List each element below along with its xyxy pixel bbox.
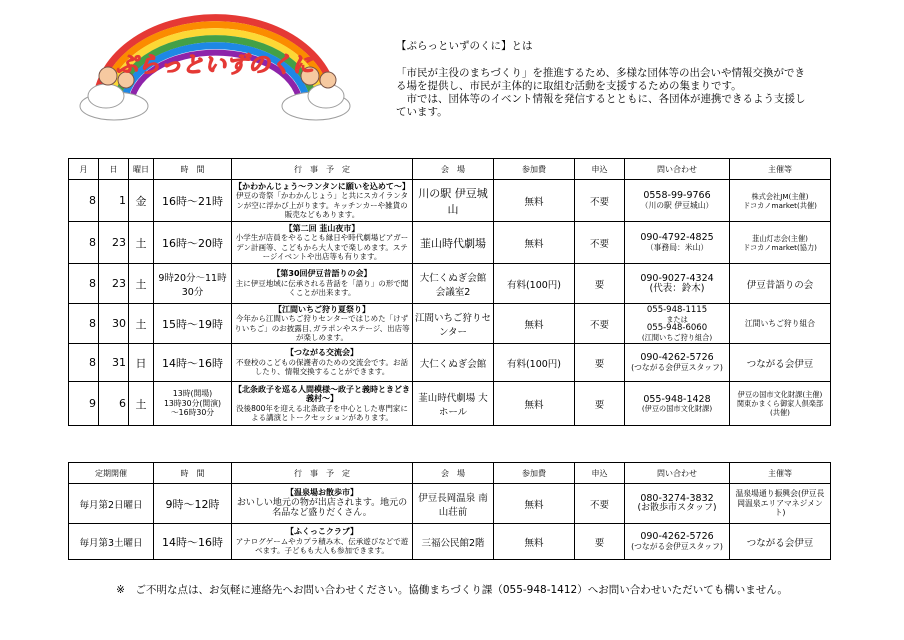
cell-month: 8	[69, 264, 99, 304]
cell-venue: 韮山時代劇場	[413, 222, 494, 264]
event-desc: 今年から江間いちご狩りセンターではじめた「けずりいちご」のお披露目､ガラポンやステージ、出店等が楽しめます。	[234, 314, 410, 342]
cell-venue: 江間いちご狩りセンター	[413, 304, 494, 344]
header-month: 月	[69, 159, 99, 180]
event-desc: 伊豆の奇祭「かわかんじょう」と共にスカイランタンが空に浮かび上がります。キッチンカーや雑貨の販売などもあります。	[236, 191, 408, 219]
cell-fee: 無料	[494, 180, 575, 222]
cell-host: つながる会伊豆	[730, 344, 831, 382]
cell-venue: 大仁くぬぎ会館	[413, 344, 494, 382]
contact-phone: 055-948-6060	[646, 322, 708, 333]
cell-schedule: 毎月第3土曜日	[69, 524, 154, 560]
cell-day: 23	[99, 222, 129, 264]
svg-text:ぷらっといずのくに: ぷらっといずのくに	[115, 53, 315, 78]
event-desc: 没後800年を迎える北条政子を中心とした専門家による講演とトークセッションがあります。	[236, 403, 408, 422]
cell-month: 8	[69, 344, 99, 382]
cell-month: 9	[69, 382, 99, 426]
contact-name: (伊豆の国市文化財課)	[641, 403, 713, 413]
time-end: ～16時30分	[170, 408, 215, 418]
cell-event	[232, 304, 413, 344]
cell-apply: 要	[575, 524, 625, 560]
cell-apply: 不要	[575, 222, 625, 264]
cell-day: 30	[99, 304, 129, 344]
cell-contact	[625, 180, 730, 222]
cell-dow: 土	[129, 264, 154, 304]
event-desc: 不登校のこどもの保護者のための交流会です。お話したり、情報交換することができます。	[236, 357, 408, 377]
cell-venue: 三福公民館2階	[413, 524, 494, 560]
host-name: 関東かまくら御家人倶楽部(共催)	[736, 399, 824, 417]
cell-fee: 無料	[494, 382, 575, 426]
intro-block	[396, 40, 816, 119]
host-name: ドコカノmarket(協力)	[743, 242, 817, 252]
cell-host: 温泉場通り振興会(伊豆長岡温泉エリアマネジメント)	[730, 484, 831, 524]
header-event: 行 事 予 定	[232, 463, 413, 484]
event-title: 【つながる交流会】	[286, 348, 358, 358]
cell-schedule: 毎月第2日曜日	[69, 484, 154, 524]
table-row	[69, 484, 831, 524]
cell-contact	[625, 524, 730, 560]
header-host: 主催等	[730, 159, 831, 180]
event-desc: 小学生が店員をやることも縁日や時代劇場ビアガーデン計画等、こどもから大人まで楽しめます。ステージイベントや出店等も有ります。	[235, 233, 409, 261]
header-contact: 問い合わせ	[625, 159, 730, 180]
event-title: 【北条政子を巡る人間模様～政子と義時ときどき義村～】	[234, 384, 410, 403]
contact-phone: 055-948-1115	[646, 304, 708, 315]
cell-time	[154, 382, 232, 426]
header-dow: 曜日	[129, 159, 154, 180]
table-row	[69, 344, 831, 382]
cell-day: 6	[99, 382, 129, 426]
cell-contact	[625, 264, 730, 304]
cell-event	[232, 222, 413, 264]
cell-apply: 要	[575, 344, 625, 382]
intro-line: 市では、団体等のイベント情報を発信するとともに、各団体が連携できるよう支援し	[396, 93, 806, 105]
header-venue: 会 場	[413, 463, 494, 484]
contact-name: (江間いちご狩り組合)	[641, 332, 713, 342]
event-title: 【ふくっこクラブ】	[286, 527, 358, 537]
cell-apply: 不要	[575, 180, 625, 222]
cell-fee: 無料	[494, 304, 575, 344]
cell-host: つながる会伊豆	[730, 524, 831, 560]
cell-event	[232, 264, 413, 304]
host-name: 株式会社JM(主催)	[751, 191, 809, 201]
contact-phone: 090-4792-4825	[640, 232, 714, 243]
cell-contact	[625, 484, 730, 524]
contact-phone: 090-9027-4324	[640, 273, 714, 284]
cell-fee: 有料(100円)	[494, 264, 575, 304]
cell-venue: 韮山時代劇場 大ホール	[413, 382, 494, 426]
header-fee: 参加費	[494, 159, 575, 180]
header-schedule: 定期開催	[69, 463, 154, 484]
cell-contact	[625, 222, 730, 264]
cell-month: 8	[69, 304, 99, 344]
header-apply: 申込	[575, 463, 625, 484]
host-name: 伊豆の国市文化財課(主催)	[737, 390, 823, 399]
header-host: 主催等	[730, 463, 831, 484]
cell-time: 15時～19時	[154, 304, 232, 344]
cell-host: 江間いちご狩り組合	[730, 304, 831, 344]
contact-phone: 055-948-1428	[643, 393, 711, 405]
cell-event	[232, 524, 413, 560]
table-row	[69, 304, 831, 344]
regular-header-row	[69, 463, 831, 484]
event-title: 【温泉場お散歩市】	[286, 488, 358, 498]
cell-contact	[625, 304, 730, 344]
host-name: ドコカノmarket(共催)	[743, 200, 817, 210]
cell-time: 16時～20時	[154, 222, 232, 264]
cell-dow: 土	[129, 222, 154, 264]
intro-line: る場を提供し、市民が主体的に取組む活動を支援するための集まりです。	[396, 80, 742, 92]
cell-time: 14時～16時	[154, 344, 232, 382]
cell-day: 23	[99, 264, 129, 304]
contact-phone: 090-4262-5726	[640, 531, 714, 542]
events-header-row	[69, 159, 831, 180]
contact-name: (つながる会伊豆スタッフ)	[631, 541, 723, 551]
cell-event	[232, 180, 413, 222]
cell-dow: 土	[129, 382, 154, 426]
cell-dow: 日	[129, 344, 154, 382]
event-title: 【第二回 韮山夜市】	[284, 223, 360, 233]
cell-day: 31	[99, 344, 129, 382]
event-title: 【江間いちご狩り夏祭り】	[274, 304, 370, 314]
event-desc: 主に伊豆地域に伝承される昔話を「語り」の形で聞くことが出来ます。	[235, 278, 409, 298]
cell-apply: 不要	[575, 304, 625, 344]
contact-name: （川の駅 伊豆城山）	[640, 200, 714, 210]
cell-event	[232, 484, 413, 524]
header-time: 時 間	[154, 463, 232, 484]
host-name: 韮山灯志会(主催)	[752, 233, 808, 243]
time-open: 13時(開場)	[172, 389, 213, 399]
header-apply: 申込	[575, 159, 625, 180]
cell-time: 9時20分～11時30分	[154, 264, 232, 304]
regular-events-table	[68, 462, 831, 560]
cell-time: 16時～21時	[154, 180, 232, 222]
header-contact: 問い合わせ	[625, 463, 730, 484]
table-row	[69, 180, 831, 222]
cell-apply: 要	[575, 382, 625, 426]
table-row	[69, 264, 831, 304]
events-table	[68, 158, 831, 426]
header-venue: 会 場	[413, 159, 494, 180]
header-day: 日	[99, 159, 129, 180]
intro-line: ています。	[396, 106, 448, 118]
contact-phone: 090-4262-5726	[640, 352, 714, 363]
table-row	[69, 524, 831, 560]
cell-event	[232, 344, 413, 382]
cell-venue: 大仁くぬぎ会館 会議室2	[413, 264, 494, 304]
cell-venue: 伊豆長岡温泉 南山荘前	[413, 484, 494, 524]
event-title: 【かわかんじょう～ランタンに願いを込めて～】	[234, 181, 410, 191]
contact-name: (お散歩市スタッフ)	[637, 502, 717, 513]
cell-dow: 土	[129, 304, 154, 344]
intro-line: 「市民が主役のまちづくり」を推進するため、多様な団体等の出会いや情報交換ができ	[396, 67, 805, 79]
header-time: 時 間	[154, 159, 232, 180]
cell-venue: 川の駅 伊豆城山	[413, 180, 494, 222]
time-start: 13時30分(開演)	[163, 398, 222, 408]
cell-time: 14時～16時	[154, 524, 232, 560]
cell-event	[232, 382, 413, 426]
contact-name: （事務局：米山）	[645, 242, 709, 252]
cell-fee: 無料	[494, 222, 575, 264]
contact-phone: 080-3274-3832	[640, 493, 714, 504]
cell-month: 8	[69, 222, 99, 264]
contact-name: (代表：鈴木)	[649, 282, 705, 294]
header-event: 行 事 予 定	[232, 159, 413, 180]
cell-apply: 要	[575, 264, 625, 304]
intro-title: 【ぷらっといずのくに】とは	[396, 40, 533, 52]
cell-host	[730, 180, 831, 222]
cell-dow: 金	[129, 180, 154, 222]
footer-note: ※ ご不明な点は、お気軽に連絡先へお問い合わせください。協働まちづくり課（055-948-1412）へお問い合わせいただいても構いません。	[116, 584, 788, 596]
cell-apply: 不要	[575, 484, 625, 524]
cell-contact	[625, 344, 730, 382]
header-fee: 参加費	[494, 463, 575, 484]
cell-time: 9時～12時	[154, 484, 232, 524]
cell-host: 伊豆昔語りの会	[730, 264, 831, 304]
contact-or: または	[666, 314, 688, 324]
contact-phone: 0558-99-9766	[643, 190, 711, 201]
event-desc: おいしい地元の物が出店されます。地元の名品など盛りだくさん。	[236, 497, 408, 519]
table-row	[69, 382, 831, 426]
cell-fee: 無料	[494, 524, 575, 560]
cell-host	[730, 222, 831, 264]
table-row	[69, 222, 831, 264]
cell-month: 8	[69, 180, 99, 222]
cell-day: 1	[99, 180, 129, 222]
cell-fee: 無料	[494, 484, 575, 524]
cell-fee: 有料(100円)	[494, 344, 575, 382]
contact-name: (つながる会伊豆スタッフ)	[631, 362, 723, 372]
event-title: 【第30回伊豆昔語りの会】	[272, 269, 372, 279]
cell-contact	[625, 382, 730, 426]
cell-host	[730, 382, 831, 426]
rainbow-logo	[78, 14, 353, 124]
event-desc: アナログゲームやカプラ積み木、伝承遊びなどで遊べます。子どもも大人も参加できます。	[235, 536, 409, 556]
